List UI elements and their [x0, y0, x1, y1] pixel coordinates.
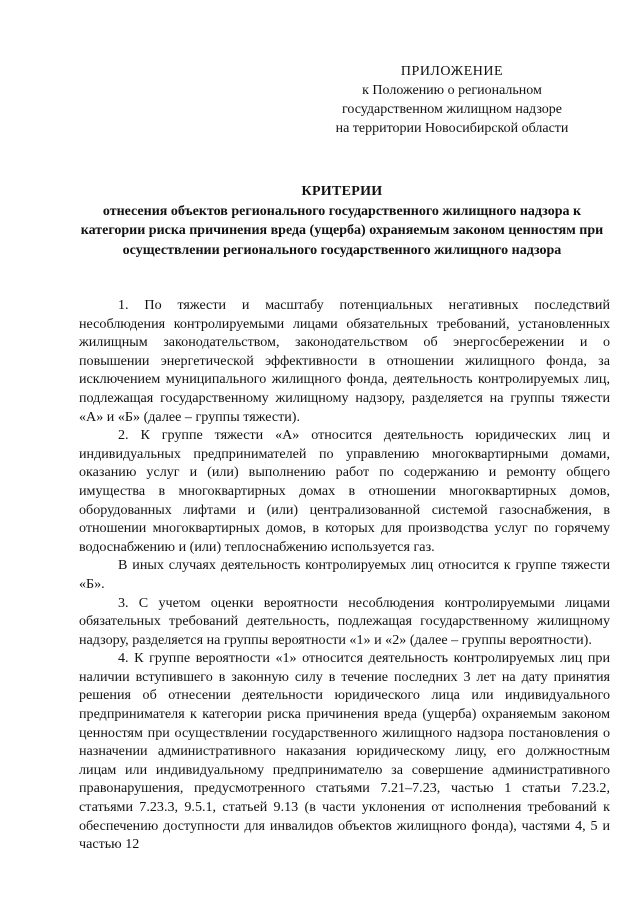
paragraph-4: 4. К группе вероятности «1» относится деятельность контролируемых лиц при наличии вступившего в законную силу в течение последних 3 лет на дату принятия решения об отнесении деятельности юридического лица или индивидуального предпринимателя к категории риска причинения вреда (ущерба) охраняемым законом ценностям при осуществлении государственного жилищного надзора постановления о назначении административного наказания юридическому лицу, его должностным лицам или индивидуальному предпринимателю за совершение административного правонарушения, предусмотренного статьями 7.21–7.23, частью 1 статьи 7.23.2, статьями 7.23.3, 9.5.1, статьей 9.13 (в части уклонения от исполнения требований к обеспечению доступности для инвалидов объектов жилищного фонда), частями 4, 5 и частью 12 — [79, 650, 610, 853]
document-body — [79, 296, 610, 854]
appendix-block — [302, 62, 602, 138]
paragraph-2: 2. К группе тяжести «А» относится деятельность юридических лиц и индивидуальных предпринимателей по управлению многоквартирными домами, оказанию услуг и (или) выполнению работ по содержанию и ремонту общего имущества в многоквартирных домах в отношении многоквартирных домов, оборудованных лифтами и (или) централизованной системой газоснабжения, в отношении многоквартирных домов, в которых для производства услуг по горячему водоснабжению и (или) теплоснабжению используется газ. — [79, 427, 610, 555]
appendix-line: на территории Новосибирской области — [335, 121, 569, 136]
paragraph-2-continuation: В иных случаях деятельность контролируемых лиц относится к группе тяжести «Б». — [79, 557, 610, 592]
paragraph-3: 3. С учетом оценки вероятности несоблюдения контролируемыми лицами обязательных требований деятельность, подлежащая государственному жилищному надзору, разделяется на группы вероятности «1» и «2» (далее – группы вероятности). — [79, 594, 610, 648]
document-heading — [72, 182, 612, 260]
appendix-line: к Положению о региональном — [362, 83, 542, 98]
document-title: КРИТЕРИИ — [301, 184, 383, 199]
document-subtitle: отнесения объектов регионального государственного жилищного надзора к категории риска причинения вреда (ущерба) охраняемым законом ценностям при осуществлении регионального государственного жилищного надзора — [80, 203, 604, 258]
paragraph-1: 1. По тяжести и масштабу потенциальных негативных последствий несоблюдения контролируемыми лицами обязательных требований, установленных жилищным законодательством, законодательством об энергосбережении и о повышении энергетической эффективности в отношении жилищного фонда, за исключением муниципального жилищного фонда, деятельность контролируемых лиц, подлежащая государственному жилищному надзору, разделяется на группы тяжести «А» и «Б» (далее – группы тяжести). — [79, 297, 610, 425]
appendix-title: ПРИЛОЖЕНИЕ — [400, 64, 504, 79]
appendix-line: государственном жилищном надзоре — [341, 102, 563, 117]
